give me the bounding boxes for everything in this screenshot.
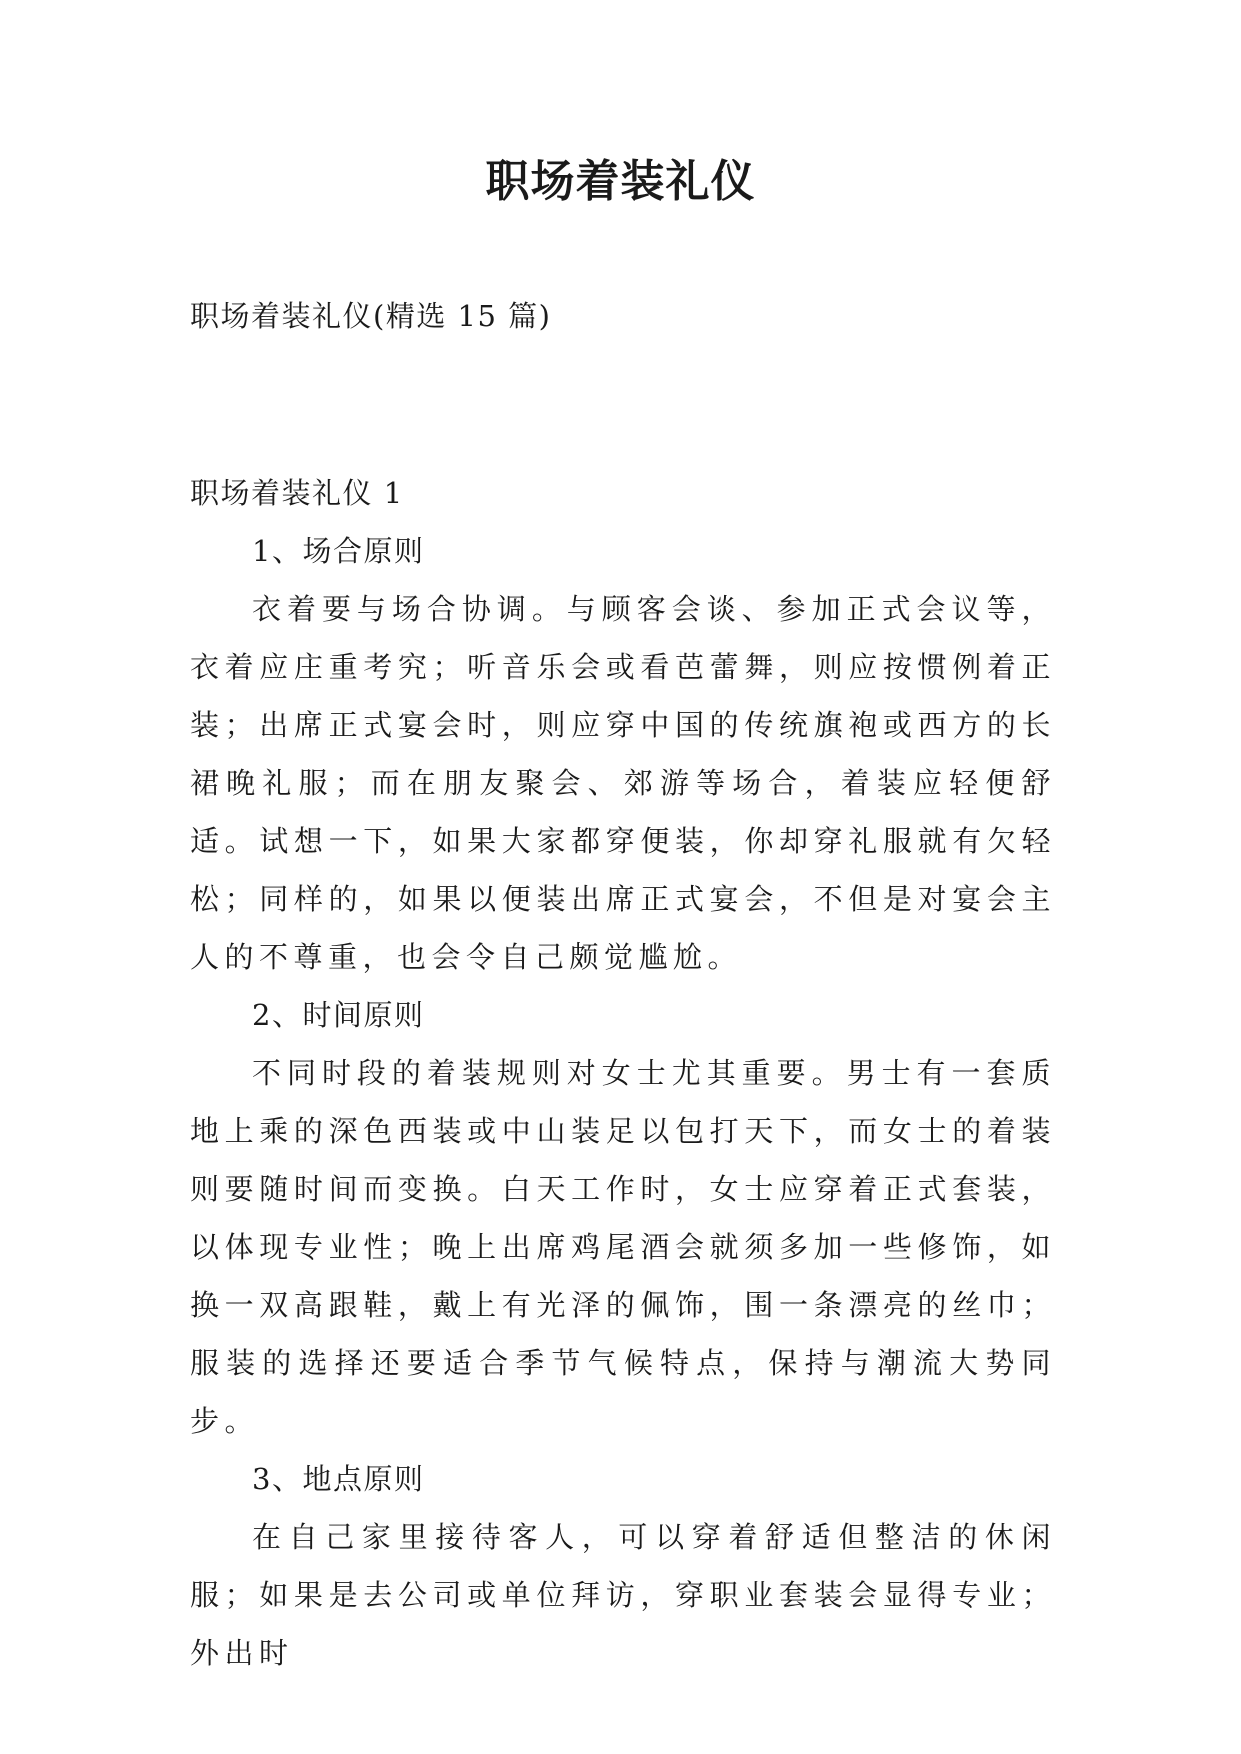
- document-body: [190, 464, 1056, 1682]
- paragraph-place: 在自己家里接待客人，可以穿着舒适但整洁的休闲服；如果是去公司或单位拜访，穿职业套装会显得专业；外出时: [190, 1520, 1056, 1670]
- principle-heading-time: 2、时间原则: [252, 998, 425, 1032]
- paragraph-time: 不同时段的着装规则对女士尤其重要。男士有一套质地上乘的深色西装或中山装足以包打天下，而女士的着装则要随时间而变换。白天工作时，女士应穿着正式套装，以体现专业性；晚上出席鸡尾酒会就须多加一些修饰，如换一双高跟鞋，戴上有光泽的佩饰，围一条漂亮的丝巾；服装的选择还要适合季节气候特点，保持与潮流大势同步。: [190, 1056, 1056, 1438]
- principle-heading-place: 3、地点原则: [252, 1462, 425, 1496]
- section-title: 职场着装礼仪 1: [190, 476, 404, 510]
- document-title: 职场着装礼仪: [485, 156, 756, 207]
- paragraph-occasion: 衣着要与场合协调。与顾客会谈、参加正式会议等，衣着应庄重考究；听音乐会或看芭蕾舞，则应按惯例着正装；出席正式宴会时，则应穿中国的传统旗袍或西方的长裙晚礼服；而在朋友聚会、郊游等场合，着装应轻便舒适。试想一下，如果大家都穿便装，你却穿礼服就有欠轻松；同样的，如果以便装出席正式宴会，不但是对宴会主人的不尊重，也会令自己颇觉尴尬。: [190, 592, 1056, 974]
- document-subtitle: 职场着装礼仪(精选 15 篇): [190, 299, 552, 333]
- principle-heading-occasion: 1、场合原则: [252, 534, 425, 568]
